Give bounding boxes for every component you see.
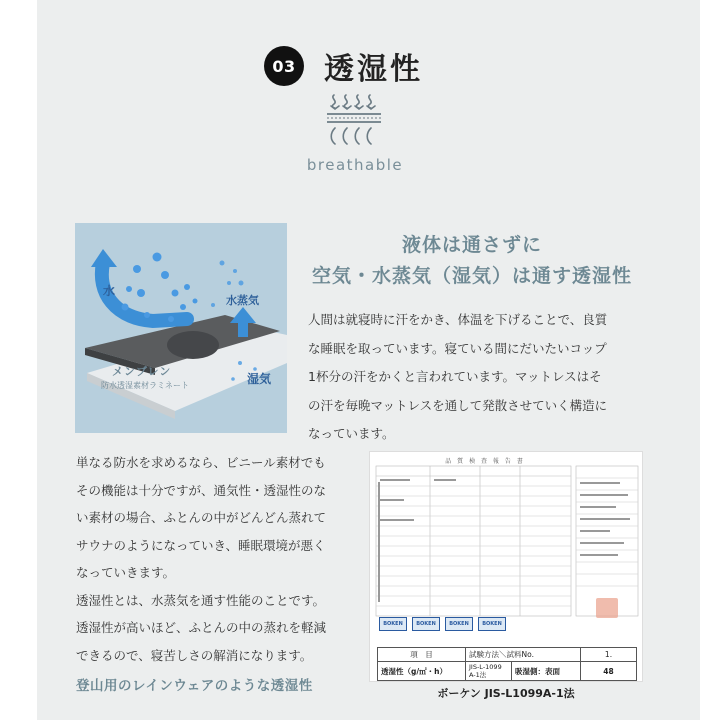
- red-seal-stamp: [596, 598, 618, 618]
- table-cell-side: 吸湿側：表面: [512, 662, 581, 681]
- text-line: 人間は就寝時に汗をかき、体温を下げることで、良質: [308, 312, 608, 327]
- boken-stamp: BOKEN: [445, 617, 473, 631]
- headline-line-1: 液体は通さずに: [401, 234, 542, 256]
- table-header-method: 試験方法＼試料No.: [466, 648, 581, 662]
- bottom-note: 登山用のレインウェアのような透湿性: [76, 678, 313, 694]
- body-text-left: [76, 449, 362, 669]
- table-cell-value: 48: [581, 662, 637, 681]
- body-text-right: [308, 306, 650, 449]
- table-row: [378, 662, 637, 681]
- table-header-sample: 1.: [581, 648, 637, 662]
- text-line: サウナのようになっていき、睡眠環境が悪く: [76, 537, 326, 553]
- certificate-caption: ボーケン JIS-L1099A-1法: [437, 687, 575, 700]
- membrane-sub-label: 防水透湿素材ラミネート: [101, 381, 189, 390]
- vapor-arrow-shaft: [238, 321, 248, 337]
- text-line: 透湿性が高いほど、ふとんの中の蒸れを軽減: [76, 620, 327, 635]
- text-line: その機能は十分ですが、通気性・透湿性のな: [76, 482, 327, 498]
- table-cell-item: 透湿性（g/㎡・h）: [378, 662, 466, 681]
- boken-stamp: BOKEN: [412, 617, 440, 631]
- headline-line-2: 空気・水蒸気（湿気）は通す透湿性: [311, 265, 632, 287]
- text-line: い素材の場合、ふとんの中がどんどん蒸れて: [76, 510, 327, 525]
- text-line: なっていきます。: [76, 565, 176, 580]
- text-line: の汗を毎晩マットレスを通して発散させていく構造に: [308, 397, 608, 413]
- membrane-label: メンブレン: [112, 365, 172, 378]
- text-line: できるので、寝苦しさの解消になります。: [76, 647, 313, 663]
- breathable-label: breathable: [306, 156, 404, 174]
- membrane-illustration: [75, 223, 287, 433]
- table-header-row: [378, 648, 637, 662]
- water-label: 水: [103, 284, 116, 298]
- method-line-1: JIS-L-1099: [469, 663, 502, 671]
- test-result-table: [377, 647, 637, 681]
- text-line: なっています。: [308, 426, 395, 441]
- membrane-shadow: [167, 331, 219, 359]
- quality-report-document: [369, 451, 643, 682]
- vapor-label: 水蒸気: [226, 294, 259, 307]
- boken-stamps: [379, 617, 506, 631]
- section-number-badge: 03: [264, 46, 304, 86]
- section-title: 透湿性: [324, 52, 423, 87]
- humidity-label: 湿気: [247, 372, 272, 386]
- vapor-arrow-head: [230, 307, 256, 323]
- text-line: 単なる防水を求めるなら、ビニール素材でも: [76, 455, 326, 470]
- method-line-2: A-1法: [469, 671, 487, 679]
- boken-stamp: BOKEN: [478, 617, 506, 631]
- table-header-item: 項 目: [378, 648, 466, 662]
- report-title: 品 質 検 査 報 告 書: [445, 458, 525, 465]
- water-arrow-head: [91, 249, 117, 267]
- text-line: 1杯分の汗をかくと言われています。マットレスはそ: [308, 369, 602, 384]
- boken-stamp: BOKEN: [379, 617, 407, 631]
- text-line: 透湿性とは、水蒸気を通す性能のことです。: [76, 592, 326, 608]
- text-line: な睡眠を取っています。寝ている間にだいたいコップ: [308, 340, 607, 356]
- breathable-icon: [325, 92, 383, 148]
- table-cell-method: [466, 662, 512, 681]
